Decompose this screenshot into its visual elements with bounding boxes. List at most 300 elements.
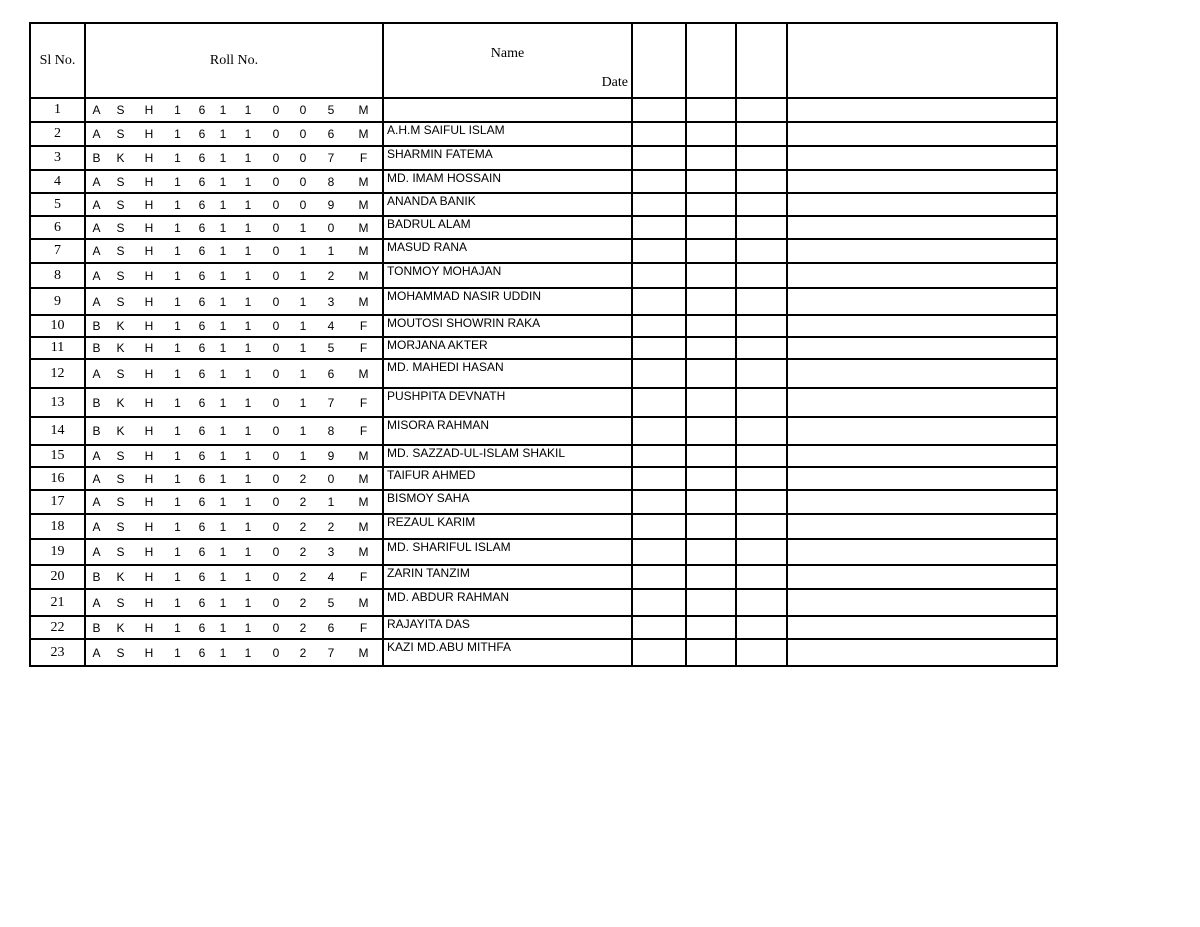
roll-char-cell: 1: [213, 467, 233, 490]
roll-char-cell: F: [345, 337, 383, 359]
roll-char-cell: M: [345, 445, 383, 467]
attendance-cell[interactable]: [632, 98, 686, 122]
roll-char-cell: 0: [263, 388, 289, 417]
roll-char-cell: H: [134, 616, 164, 639]
roll-char-cell: 1: [289, 239, 317, 263]
roll-char-cell: 0: [289, 170, 317, 193]
attendance-cell[interactable]: [787, 539, 1057, 565]
attendance-cell[interactable]: [787, 216, 1057, 239]
roll-char-cell: B: [85, 388, 107, 417]
student-name-cell: MASUD RANA: [383, 239, 632, 263]
roll-char-cell: H: [134, 193, 164, 216]
roll-char-cell: 6: [191, 565, 213, 589]
roll-char-cell: M: [345, 98, 383, 122]
sl-no-cell: 7: [30, 239, 85, 263]
roll-char-cell: 6: [191, 98, 213, 122]
roll-char-cell: H: [134, 388, 164, 417]
sl-no-cell: 22: [30, 616, 85, 639]
roll-char-cell: 0: [263, 337, 289, 359]
roll-char-cell: H: [134, 98, 164, 122]
roll-char-cell: 1: [289, 216, 317, 239]
roll-char-cell: A: [85, 359, 107, 388]
roll-char-cell: S: [116, 645, 125, 660]
attendance-cell[interactable]: [787, 445, 1057, 467]
roll-char-cell: H: [134, 288, 164, 315]
roll-char-cell: 1: [164, 467, 191, 490]
attendance-cell[interactable]: [632, 170, 686, 193]
roll-char-cell: 1: [213, 417, 233, 445]
student-name-cell: PUSHPITA DEVNATH: [383, 388, 632, 417]
roll-char-cell: 0: [263, 263, 289, 288]
attendance-cell[interactable]: [686, 170, 736, 193]
attendance-cell[interactable]: [686, 490, 736, 514]
roll-char-cell: 1: [233, 467, 263, 490]
roll-char-cell: H: [134, 170, 164, 193]
table-row: [30, 288, 1057, 315]
roll-char-cell: 6: [317, 359, 345, 388]
table-row: [30, 315, 1057, 337]
roll-char-cell: 3: [317, 539, 345, 565]
attendance-cell[interactable]: [736, 490, 787, 514]
sl-no-cell: 18: [30, 514, 85, 539]
roll-char-cell: H: [134, 315, 164, 337]
student-name-cell: MORJANA AKTER: [383, 337, 632, 359]
attendance-cell[interactable]: [632, 467, 686, 490]
roll-char-cell: 6: [191, 146, 213, 170]
roll-char-cell: S: [107, 98, 134, 122]
attendance-cell[interactable]: [736, 337, 787, 359]
roll-char-cell: 1: [164, 565, 191, 589]
roll-char-cell: H: [134, 417, 164, 445]
attendance-cell[interactable]: [632, 417, 686, 445]
attendance-cell[interactable]: [736, 239, 787, 263]
attendance-cell[interactable]: [686, 122, 736, 146]
roll-char-cell: M: [345, 216, 383, 239]
attendance-cell[interactable]: [736, 216, 787, 239]
sl-no-cell: 9: [30, 288, 85, 315]
roll-char-cell: S: [107, 490, 134, 514]
student-name-cell: ANANDA BANIK: [383, 193, 632, 216]
roll-char-cell: 1: [164, 539, 191, 565]
date-column-1: [632, 23, 686, 98]
attendance-cell[interactable]: [787, 589, 1057, 616]
roll-char-cell: A: [85, 216, 107, 239]
attendance-cell[interactable]: [736, 565, 787, 589]
attendance-cell[interactable]: [686, 467, 736, 490]
roll-char-cell: 0: [289, 146, 317, 170]
roll-char-cell: 6: [191, 514, 213, 539]
roll-char-cell: 6: [191, 445, 213, 467]
sl-no-cell: 14: [30, 417, 85, 445]
roll-char-cell: S: [107, 539, 134, 565]
attendance-cell[interactable]: [686, 417, 736, 445]
roll-char-cell: 1: [233, 490, 263, 514]
attendance-cell[interactable]: [632, 122, 686, 146]
roll-char-cell: H: [134, 445, 164, 467]
roll-char-cell: H: [134, 565, 164, 589]
roll-char-cell: 6: [191, 315, 213, 337]
attendance-cell[interactable]: [787, 490, 1057, 514]
sl-no-cell: 20: [30, 565, 85, 589]
attendance-cell[interactable]: [686, 539, 736, 565]
roll-char-cell: 0: [289, 193, 317, 216]
sl-no-cell: 6: [30, 216, 85, 239]
roll-char-cell: 0: [263, 122, 289, 146]
roll-char-cell: 1: [213, 445, 233, 467]
roll-char-cell: 0: [263, 146, 289, 170]
sl-no-cell: 11: [30, 337, 85, 359]
roll-char-cell: M: [345, 239, 383, 263]
roll-char-cell: 1: [233, 315, 263, 337]
roll-char-cell: 0: [263, 467, 289, 490]
table-row: [30, 239, 1057, 263]
attendance-cell[interactable]: [686, 216, 736, 239]
roll-char-cell: 1: [213, 263, 233, 288]
roll-char-cell: 1: [213, 193, 233, 216]
table-row: [30, 467, 1057, 490]
roll-char-cell: 0: [263, 193, 289, 216]
attendance-cell[interactable]: [686, 337, 736, 359]
sl-no-cell: 10: [30, 315, 85, 337]
roll-char-cell: A: [85, 170, 107, 193]
roll-char-cell: K: [107, 616, 134, 639]
roll-char-cell: F: [345, 146, 383, 170]
attendance-cell[interactable]: [686, 359, 736, 388]
attendance-cell[interactable]: [787, 315, 1057, 337]
attendance-cell[interactable]: [787, 417, 1057, 445]
student-name-cell: MISORA RAHMAN: [383, 417, 632, 445]
attendance-cell[interactable]: [632, 315, 686, 337]
roll-char-cell: A: [85, 239, 107, 263]
attendance-cell[interactable]: [632, 639, 686, 666]
roll-char-cell: K: [107, 565, 134, 589]
roll-char-cell: S: [107, 445, 134, 467]
attendance-cell[interactable]: [686, 514, 736, 539]
table-row: [30, 216, 1057, 239]
roll-char-cell: 1: [233, 288, 263, 315]
roll-char-cell: 6: [191, 170, 213, 193]
attendance-cell[interactable]: [787, 359, 1057, 388]
roll-char-cell: A: [85, 467, 107, 490]
roll-char-cell: 1: [164, 193, 191, 216]
roll-char-cell: H: [134, 216, 164, 239]
roll-char-cell: 0: [263, 490, 289, 514]
roll-char-cell: 0: [317, 467, 345, 490]
table-row: [30, 514, 1057, 539]
roll-char-cell: 1: [164, 490, 191, 514]
roll-char-cell: 1: [233, 589, 263, 616]
roll-char-cell: 1: [164, 616, 191, 639]
attendance-cell[interactable]: [787, 193, 1057, 216]
roll-char-cell: 0: [263, 216, 289, 239]
roll-char-cell: 1: [164, 417, 191, 445]
table-row: [30, 417, 1057, 445]
roll-char-cell: 1: [317, 239, 345, 263]
roll-char-cell: 1: [233, 98, 263, 122]
roll-char-cell: 1: [213, 388, 233, 417]
attendance-cell[interactable]: [632, 539, 686, 565]
roll-char-cell: 2: [289, 490, 317, 514]
roll-char-cell: 1: [213, 589, 233, 616]
roll-char-cell: 8: [317, 417, 345, 445]
attendance-cell[interactable]: [686, 589, 736, 616]
attendance-cell[interactable]: [686, 98, 736, 122]
attendance-cell[interactable]: [632, 193, 686, 216]
roll-char-cell: B: [85, 616, 107, 639]
student-name-cell: TONMOY MOHAJAN: [383, 263, 632, 288]
roll-char-cell: 6: [191, 490, 213, 514]
attendance-cell[interactable]: [686, 146, 736, 170]
roll-char-cell: K: [107, 417, 134, 445]
student-name-cell: SHARMIN FATEMA: [383, 146, 632, 170]
roll-char-cell: A: [85, 193, 107, 216]
attendance-cell[interactable]: [632, 514, 686, 539]
student-name-cell: RAJAYITA DAS: [383, 616, 632, 639]
attendance-cell[interactable]: [632, 359, 686, 388]
table-row: [30, 639, 1057, 666]
sl-no-cell: 17: [30, 490, 85, 514]
roll-char-cell: 1: [164, 589, 191, 616]
attendance-cell[interactable]: [787, 514, 1057, 539]
attendance-cell[interactable]: [686, 565, 736, 589]
roll-char-cell: S: [107, 514, 134, 539]
roll-char-cell: 7: [317, 388, 345, 417]
roll-char-cell: 1: [289, 263, 317, 288]
attendance-cell[interactable]: [736, 193, 787, 216]
attendance-cell[interactable]: [686, 388, 736, 417]
attendance-cell[interactable]: [787, 388, 1057, 417]
attendance-cell[interactable]: [736, 122, 787, 146]
roll-char-cell: F: [345, 565, 383, 589]
sl-no-header: Sl No.: [30, 23, 85, 98]
attendance-cell[interactable]: [686, 193, 736, 216]
roll-char-cell: 6: [191, 193, 213, 216]
roll-char-cell: 1: [213, 315, 233, 337]
attendance-cell[interactable]: [787, 98, 1057, 122]
student-name-cell: MD. IMAM HOSSAIN: [383, 170, 632, 193]
attendance-cell[interactable]: [736, 170, 787, 193]
roll-char-cell: A: [85, 514, 107, 539]
attendance-cell[interactable]: [736, 388, 787, 417]
roll-char-cell: 1: [164, 288, 191, 315]
roll-char-cell: B: [85, 315, 107, 337]
date-column-4: [787, 23, 1057, 98]
attendance-cell[interactable]: [686, 288, 736, 315]
roll-char-cell: 2: [289, 539, 317, 565]
roll-char-cell: 0: [263, 445, 289, 467]
roll-char-cell: M: [345, 359, 383, 388]
attendance-cell[interactable]: [632, 239, 686, 263]
roll-char-cell: B: [85, 337, 107, 359]
roll-char-cell: 6: [191, 467, 213, 490]
roll-char-cell: A: [85, 445, 107, 467]
roll-char-cell: 2: [317, 514, 345, 539]
roll-char-cell: 2: [317, 263, 345, 288]
attendance-cell[interactable]: [736, 539, 787, 565]
attendance-cell[interactable]: [787, 565, 1057, 589]
roll-char-cell: 1: [213, 239, 233, 263]
roll-char-cell: 1: [219, 645, 227, 660]
roll-char-cell: 0: [263, 98, 289, 122]
student-name-cell: MD. SHARIFUL ISLAM: [383, 539, 632, 565]
roll-char-cell: S: [107, 359, 134, 388]
attendance-cell[interactable]: [686, 315, 736, 337]
roll-char-cell: M: [345, 514, 383, 539]
attendance-cell[interactable]: [736, 263, 787, 288]
attendance-cell[interactable]: [632, 589, 686, 616]
roll-char-cell: 0: [263, 239, 289, 263]
attendance-cell[interactable]: [787, 122, 1057, 146]
roll-char-cell: M: [345, 263, 383, 288]
roll-char-cell: F: [345, 388, 383, 417]
roll-char-cell: 1: [233, 216, 263, 239]
roll-char-cell: 2: [289, 565, 317, 589]
roll-char-cell: K: [107, 388, 134, 417]
roll-char-cell: M: [345, 122, 383, 146]
roll-char-cell: 5: [317, 98, 345, 122]
attendance-cell[interactable]: [686, 616, 736, 639]
attendance-cell[interactable]: [736, 616, 787, 639]
attendance-cell[interactable]: [736, 639, 787, 666]
roll-char-cell: 6: [191, 263, 213, 288]
roll-char-cell: H: [134, 589, 164, 616]
attendance-cell[interactable]: [632, 388, 686, 417]
roll-char-cell: M: [345, 639, 383, 666]
roll-char-cell: 1: [233, 239, 263, 263]
attendance-cell[interactable]: [787, 337, 1057, 359]
table-row: [30, 146, 1057, 170]
roll-char-cell: 2: [289, 514, 317, 539]
roll-char-cell: 1: [233, 146, 263, 170]
roll-char-cell: 1: [289, 288, 317, 315]
attendance-cell[interactable]: [787, 239, 1057, 263]
student-name-cell: ZARIN TANZIM: [383, 565, 632, 589]
attendance-cell[interactable]: [686, 639, 736, 666]
roll-char-cell: 0: [263, 565, 289, 589]
roll-char-cell: 6: [191, 616, 213, 639]
roll-char-cell: 0: [289, 98, 317, 122]
attendance-cell[interactable]: [736, 514, 787, 539]
roll-char-cell: H: [134, 359, 164, 388]
attendance-cell[interactable]: [632, 445, 686, 467]
roll-char-cell: 1: [164, 388, 191, 417]
table-row: [30, 589, 1057, 616]
roll-char-cell: 1: [213, 288, 233, 315]
roll-char-cell: 1: [174, 645, 181, 660]
roll-char-cell: 1: [233, 565, 263, 589]
attendance-cell[interactable]: [736, 445, 787, 467]
attendance-cell[interactable]: [632, 216, 686, 239]
roll-char-cell: 6: [317, 616, 345, 639]
attendance-cell[interactable]: [736, 417, 787, 445]
roll-char-cell: 1: [289, 388, 317, 417]
table-row: [30, 539, 1057, 565]
attendance-cell[interactable]: [736, 146, 787, 170]
roll-char-cell: B: [85, 565, 107, 589]
attendance-cell[interactable]: [632, 263, 686, 288]
date-column-2: [686, 23, 736, 98]
attendance-cell[interactable]: [632, 616, 686, 639]
attendance-cell[interactable]: [632, 565, 686, 589]
attendance-cell[interactable]: [736, 467, 787, 490]
attendance-cell[interactable]: [632, 337, 686, 359]
attendance-cell[interactable]: [787, 639, 1057, 666]
roll-char-cell: 0: [263, 288, 289, 315]
roll-char-cell: 2: [289, 589, 317, 616]
sl-no-cell: 3: [30, 146, 85, 170]
attendance-cell[interactable]: [787, 146, 1057, 170]
roll-char-cell: 1: [289, 445, 317, 467]
attendance-cell[interactable]: [736, 288, 787, 315]
sl-no-cell: 5: [30, 193, 85, 216]
roll-char-cell: 1: [213, 337, 233, 359]
roll-char-cell: 0: [263, 417, 289, 445]
student-name-cell: REZAUL KARIM: [383, 514, 632, 539]
roll-char-cell: 2: [289, 616, 317, 639]
header-row: [30, 23, 1057, 98]
attendance-cell[interactable]: [632, 490, 686, 514]
roll-char-cell: K: [107, 337, 134, 359]
roll-char-cell: 1: [213, 170, 233, 193]
roll-char-cell: 4: [317, 565, 345, 589]
attendance-cell[interactable]: [736, 98, 787, 122]
attendance-cell[interactable]: [736, 359, 787, 388]
sl-no-cell: 8: [30, 263, 85, 288]
student-name-cell: [383, 98, 632, 122]
roll-char-cell: 1: [164, 239, 191, 263]
roll-char-cell: 0: [263, 589, 289, 616]
roll-char-cell: 6: [191, 337, 213, 359]
roll-char-cell: S: [107, 216, 134, 239]
roll-char-cell: 6: [191, 539, 213, 565]
attendance-cell[interactable]: [736, 315, 787, 337]
roll-char-cell: 1: [233, 445, 263, 467]
roll-char-cell: 1: [289, 337, 317, 359]
roll-char-cell: M: [345, 490, 383, 514]
roll-char-cell: 6: [191, 417, 213, 445]
attendance-cell[interactable]: [632, 288, 686, 315]
attendance-cell[interactable]: [686, 239, 736, 263]
attendance-cell[interactable]: [686, 445, 736, 467]
attendance-cell[interactable]: [787, 467, 1057, 490]
roll-char-cell: A: [85, 288, 107, 315]
roll-char-cell: 1: [213, 490, 233, 514]
roll-char-cell: 8: [317, 170, 345, 193]
attendance-cell[interactable]: [787, 263, 1057, 288]
attendance-cell[interactable]: [787, 616, 1057, 639]
roll-char-cell: 0: [263, 315, 289, 337]
attendance-cell[interactable]: [787, 288, 1057, 315]
roll-char-cell: F: [345, 616, 383, 639]
attendance-cell[interactable]: [632, 146, 686, 170]
roll-char-cell: 1: [164, 98, 191, 122]
roll-char-cell: 7: [327, 645, 335, 660]
roll-char-cell: M: [345, 467, 383, 490]
attendance-cell[interactable]: [787, 170, 1057, 193]
roll-char-cell: H: [134, 239, 164, 263]
roll-char-cell: 1: [164, 170, 191, 193]
roll-char-cell: 4: [317, 315, 345, 337]
roll-char-cell: 1: [244, 645, 252, 660]
table-row: [30, 122, 1057, 146]
attendance-cell[interactable]: [736, 589, 787, 616]
student-name-cell: MOUTOSI SHOWRIN RAKA: [383, 315, 632, 337]
attendance-cell[interactable]: [686, 263, 736, 288]
student-name-cell: TAIFUR AHMED: [383, 467, 632, 490]
roll-char-cell: 1: [233, 616, 263, 639]
roll-char-cell: 1: [213, 514, 233, 539]
sl-no-cell: 19: [30, 539, 85, 565]
